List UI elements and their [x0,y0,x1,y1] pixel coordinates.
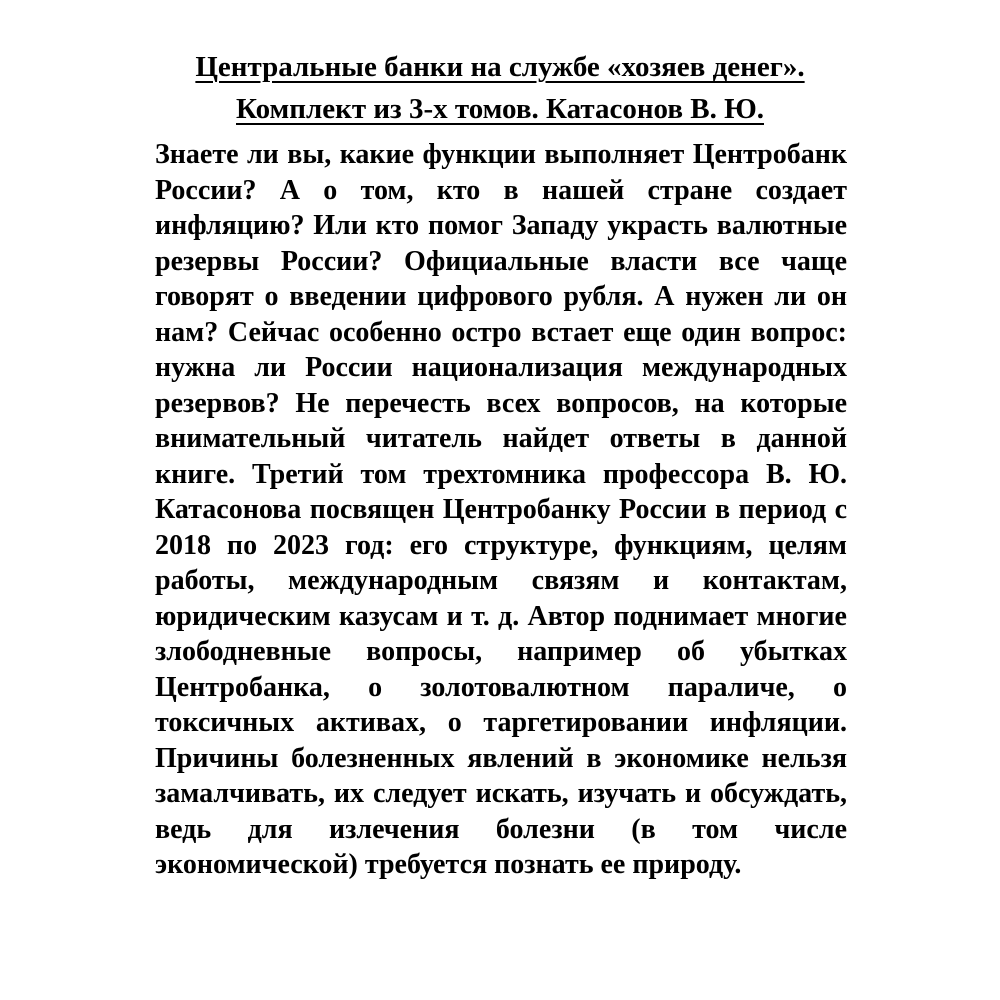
page-title [100,46,900,130]
title-line-1: Центральные банки на службе «хозяев денег». [195,51,805,83]
description-paragraph: Знаете ли вы, какие функции выполняет Центробанк России? А о том, кто в нашей стране создает инфляцию? Или кто помог Западу украсть валютные резервы России? Официальные власти все чаще говорят о введении цифрового рубля. А нужен ли он нам? Сейчас особенно остро встает еще один вопрос: нужна ли России национализация международных резервов? Не перечесть всех вопросов, на которые внимательный читатель найдет ответы в данной книге. Третий том трехтомника профессора В. Ю. Катасонова посвящен Центробанку России в период с 2018 по 2023 год: его структуре, функциям, целям работы, международным связям и контактам, юридическим казусам и т. д. Автор поднимает многие злободневные вопросы, например об убытках Центробанка, о золотовалютном параличе, о токсичных активах, о таргетировании инфляции. Причины болезненных явлений в экономике нельзя замалчивать, их следует искать, изучать и обсуждать, ведь для излечения болезни (в том числе экономической) требуется познать ее природу. [155,139,847,880]
title-line-2: Комплект из 3-х томов. Катасонов В. Ю. [236,93,764,125]
